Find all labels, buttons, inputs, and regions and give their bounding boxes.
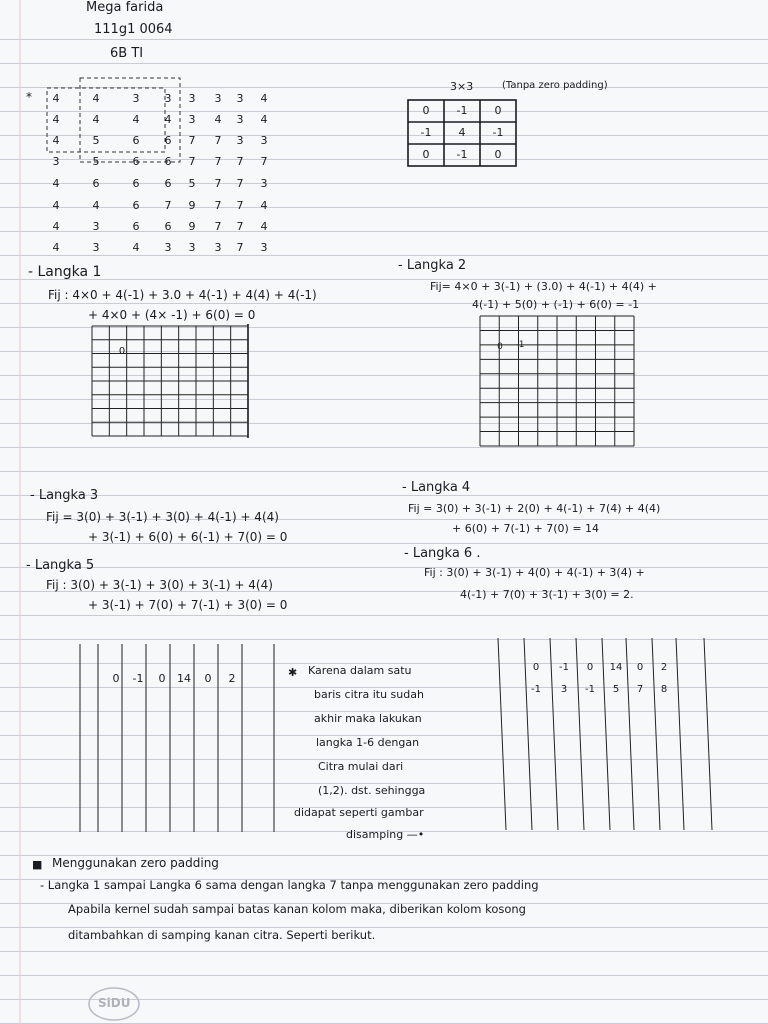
image-cell: 5 [188,177,196,190]
step4-formula-2: + 6(0) + 7(-1) + 7(0) = 14 [452,522,600,535]
kernel-cell: -1 [492,126,504,139]
result-row-cell: 0 [204,672,212,685]
note-line-8: disamping —• [346,828,425,841]
note-bullet: ✱ [288,666,298,679]
result-row-cell: 0 [112,672,120,685]
result-matrix-cell: 3 [560,684,568,695]
result-matrix-cell: 2 [660,662,668,673]
image-cell: 3 [164,92,172,105]
step1-formula-2: + 4×0 + (4× -1) + 6(0) = 0 [88,308,256,322]
step4-title: - Langka 4 [402,480,471,495]
image-cell: 4 [52,199,60,212]
note-line-2: baris citra itu sudah [314,688,424,701]
result-matrix-cell: 5 [612,684,620,695]
image-cell: 4 [214,113,222,126]
note-line-1: Karena dalam satu [308,664,412,677]
kernel-size-label: 3×3 [450,80,474,93]
image-cell: 3 [164,241,172,254]
footer-bullet: ■ [32,858,43,871]
kernel-cell: 0 [494,104,502,117]
image-cell: 4 [52,177,60,190]
image-cell: 7 [260,155,268,168]
result-matrix-cell: 0 [532,662,540,673]
result-matrix-cell: -1 [559,662,569,673]
image-cell: 7 [236,220,244,233]
image-cell: 9 [188,220,196,233]
kernel-cell: -1 [420,126,432,139]
kernel-cell: -1 [456,104,468,117]
image-cell: 4 [92,199,100,212]
image-cell: 3 [260,134,268,147]
image-cell: 4 [52,134,60,147]
footer-line-3: Apabila kernel sudah sampai batas kanan kolom maka, diberikan kolom kosong [68,902,526,916]
image-cell: 7 [214,220,222,233]
kernel-cell: -1 [456,148,468,161]
result-matrix-cell: 0 [636,662,644,673]
result-matrix-cell: 14 [609,662,623,673]
image-cell: 4 [132,241,140,254]
image-cell: 6 [164,177,172,190]
step2-formula-1: Fij= 4×0 + 3(-1) + (3.0) + 4(-1) + 4(4) + [430,280,657,293]
result-row-cell: 2 [228,672,236,685]
image-cell: 7 [236,155,244,168]
step5-title: - Langka 5 [26,558,95,573]
step1-title: - Langka 1 [28,264,102,280]
result-matrix-vline [704,638,712,830]
footer-line-4: ditambahkan di samping kanan citra. Seperti berikut. [68,928,376,942]
step3-formula-2: + 3(-1) + 6(0) + 6(-1) + 7(0) = 0 [88,530,288,544]
image-cell: 3 [260,177,268,190]
result-matrix-cell: -1 [585,684,595,695]
step3-title: - Langka 3 [30,488,99,503]
image-cell: 6 [164,220,172,233]
step4-formula-1: Fij = 3(0) + 3(-1) + 2(0) + 4(-1) + 7(4) + 4(4) [408,502,661,515]
image-cell: 3 [236,92,244,105]
bullet-mark: * [26,90,32,104]
result-matrix-vline [498,638,506,830]
image-cell: 6 [164,155,172,168]
step5-formula-2: + 3(-1) + 7(0) + 7(-1) + 3(0) = 0 [88,598,288,612]
image-cell: 3 [188,113,196,126]
image-cell: 7 [214,177,222,190]
result-matrix-cell: 0 [586,662,594,673]
step6-formula-2: 4(-1) + 7(0) + 3(-1) + 3(0) = 2. [460,588,634,601]
result-matrix-cell: 8 [660,684,668,695]
image-cell: 6 [132,155,140,168]
result-row-cell: 14 [177,672,191,685]
image-cell: 3 [214,241,222,254]
image-cell: 6 [92,177,100,190]
step2-grid [480,316,634,446]
result-matrix-cell: -1 [531,684,541,695]
step3-formula-1: Fij = 3(0) + 3(-1) + 3(0) + 4(-1) + 4(4) [46,510,279,524]
image-cell: 4 [52,113,60,126]
image-cell: 4 [52,220,60,233]
image-cell: 3 [92,220,100,233]
image-cell: 4 [260,199,268,212]
image-cell: 5 [92,155,100,168]
kernel-cell: 4 [458,126,466,139]
image-cell: 4 [260,113,268,126]
image-cell: 7 [188,155,196,168]
image-cell: 4 [260,92,268,105]
step6-title: - Langka 6 . [404,546,481,561]
result-row-cell: -1 [132,672,144,685]
image-cell: 7 [236,241,244,254]
step2-formula-2: 4(-1) + 5(0) + (-1) + 6(0) = -1 [472,298,640,311]
note-line-7: didapat seperti gambar [294,806,424,819]
image-cell: 3 [260,241,268,254]
kernel-cell: 0 [422,148,430,161]
kernel-cell: 0 [494,148,502,161]
image-cell: 4 [92,92,100,105]
image-cell: 6 [132,134,140,147]
image-cell: 7 [214,155,222,168]
image-cell: 3 [52,155,60,168]
image-cell: 3 [236,113,244,126]
image-cell: 3 [188,92,196,105]
step5-formula-1: Fij : 3(0) + 3(-1) + 3(0) + 3(-1) + 4(4) [46,578,273,592]
image-cell: 7 [236,177,244,190]
note-line-5: Citra mulai dari [318,760,404,773]
step2-cell-2: -1 [515,340,525,350]
image-cell: 3 [214,92,222,105]
image-cell: 7 [164,199,172,212]
note-line-3: akhir maka lakukan [314,712,422,725]
image-cell: 7 [214,134,222,147]
image-cell: 4 [164,113,172,126]
result-matrix-cell: 7 [636,684,644,695]
step1-result-cell: 0 [118,346,126,357]
image-cell: 7 [214,199,222,212]
image-cell: 3 [92,241,100,254]
image-cell: 6 [132,177,140,190]
image-cell: 7 [188,134,196,147]
kernel-cell: 0 [422,104,430,117]
kernel-padding-note: (Tanpa zero padding) [502,80,608,91]
image-cell: 6 [132,220,140,233]
result-matrix-vline [676,638,684,830]
image-cell: 3 [236,134,244,147]
image-cell: 3 [188,241,196,254]
step2-title: - Langka 2 [398,258,467,273]
image-cell: 4 [92,113,100,126]
student-nim: 111g1 0064 [94,22,173,37]
step2-cell-1: 0 [497,342,503,352]
step6-formula-1: Fij : 3(0) + 3(-1) + 4(0) + 4(-1) + 3(4) + [424,566,645,579]
step1-grid [92,324,248,438]
image-cell: 4 [260,220,268,233]
note-line-6: (1,2). dst. sehingga [318,784,426,797]
image-cell: 4 [132,113,140,126]
note-line-4: langka 1-6 dengan [316,736,420,749]
student-class: 6B TI [110,46,144,61]
image-cell: 4 [52,241,60,254]
student-name: Mega farida [86,0,164,15]
image-cell: 6 [164,134,172,147]
image-cell: 5 [92,134,100,147]
result-row-cell: 0 [158,672,166,685]
footer-line-2: - Langka 1 sampai Langka 6 sama dengan langka 7 tanpa menggunakan zero padding [40,878,539,892]
sidu-logo-text: SiDU [98,996,131,1010]
step1-formula-1: Fij : 4×0 + 4(-1) + 3.0 + 4(-1) + 4(4) + 4(-1) [48,288,317,302]
image-cell: 7 [236,199,244,212]
image-cell: 9 [188,199,196,212]
footer-line-1: Menggunakan zero padding [52,856,219,870]
image-cell: 4 [52,92,60,105]
image-cell: 3 [132,92,140,105]
image-cell: 6 [132,199,140,212]
